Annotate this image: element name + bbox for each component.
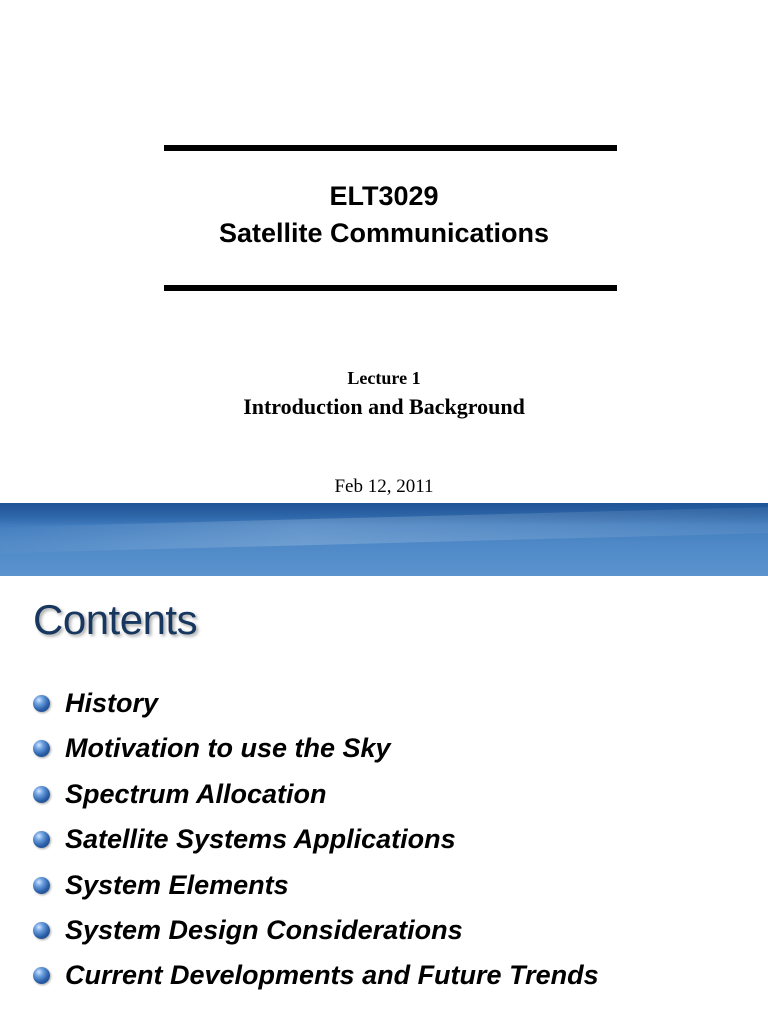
list-item-label: History bbox=[65, 688, 159, 718]
contents-title: Contents bbox=[33, 596, 198, 643]
course-code: ELT3029 bbox=[329, 181, 439, 211]
top-rule bbox=[164, 145, 617, 151]
list-item-label: Satellite Systems Applications bbox=[65, 824, 456, 855]
blue-sphere-bullet-icon bbox=[33, 967, 50, 984]
list-item bbox=[33, 915, 599, 960]
list-item bbox=[33, 870, 599, 915]
blue-sphere-bullet-icon bbox=[33, 740, 50, 757]
list-item bbox=[33, 733, 599, 778]
lecture-title: Introduction and Background bbox=[243, 394, 525, 419]
list-item-label: Motivation to use the Sky bbox=[65, 733, 391, 764]
list-item-label: Current Developments and Future Trends bbox=[65, 960, 599, 991]
blue-sphere-bullet-icon bbox=[33, 922, 50, 939]
list-item-label: Spectrum Allocation bbox=[65, 778, 327, 809]
blue-sphere-bullet-icon bbox=[33, 786, 50, 803]
list-item-label: System Elements bbox=[65, 869, 289, 900]
blue-sphere-bullet-icon bbox=[33, 831, 50, 848]
list-item bbox=[33, 688, 599, 733]
contents-list bbox=[33, 688, 599, 1006]
course-title: Satellite Communications bbox=[218, 218, 550, 248]
decorative-blue-band bbox=[0, 503, 768, 576]
list-item bbox=[33, 960, 599, 1005]
lecture-number: Lecture 1 bbox=[347, 368, 421, 388]
blue-sphere-bullet-icon bbox=[33, 695, 50, 712]
contents-slide bbox=[0, 576, 768, 1024]
list-item-label: System Design Considerations bbox=[65, 914, 463, 945]
lecture-date: Feb 12, 2011 bbox=[334, 476, 434, 497]
list-item bbox=[33, 824, 599, 869]
blue-sphere-bullet-icon bbox=[33, 877, 50, 894]
bottom-rule bbox=[164, 285, 617, 291]
list-item bbox=[33, 779, 599, 824]
